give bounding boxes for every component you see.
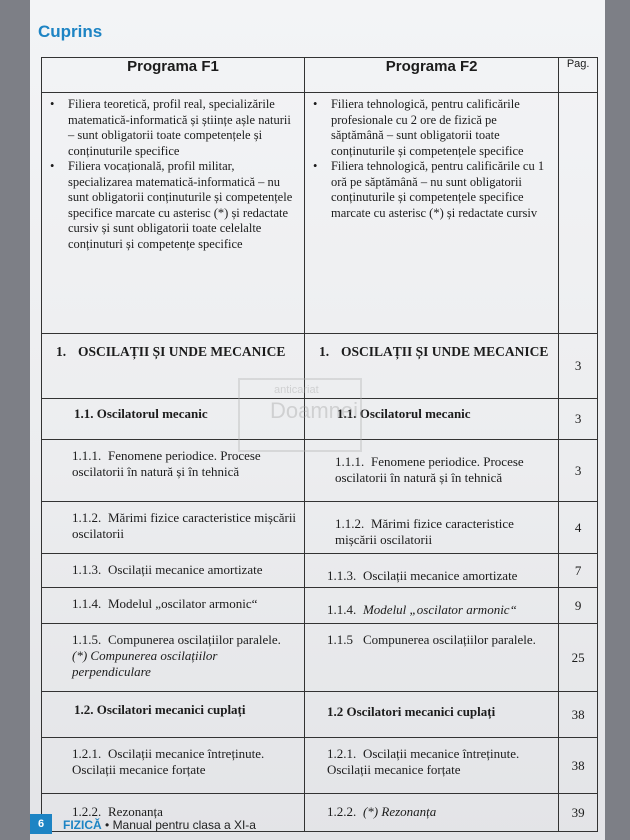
bullet-icon: • (50, 97, 55, 111)
section-title: Cuprins (38, 22, 103, 41)
footer-subtitle: Manual pentru clasa a XI-a (112, 818, 256, 832)
page-number: 3 (559, 440, 598, 502)
f2-entry: 1.1.5 Compunerea oscilațiilor paralele. (304, 624, 558, 692)
f1-entry: 1.2.2. Rezonanța (42, 794, 305, 832)
page-number: 39 (559, 794, 598, 832)
toc-row-1-1-5 (42, 624, 598, 692)
f2-entry: 1.1.2. Mărimi fizice caracteristice mișcării oscilatorii (304, 502, 558, 554)
f1-entry: 1.1.5. Compunerea oscilațiilor paralele. (*) Compunerea oscilațiilor perpendiculare (42, 624, 305, 692)
page-number: 3 (559, 399, 598, 440)
toc-row-1-2-1 (42, 738, 598, 794)
f1-entry: 1. OSCILAȚII ȘI UNDE MECANICE (42, 334, 305, 399)
f1-entry: 1.1.3. Oscilații mecanice amortizate (42, 554, 305, 588)
toc-row-1-1-2 (42, 502, 598, 554)
f2-entry: 1.1. Oscilatorul mecanic (304, 399, 558, 440)
f1-entry: 1.2.1. Oscilații mecanice întreținute. Oscilații mecanice forțate (42, 738, 305, 794)
page-number: 38 (559, 738, 598, 794)
f2-description (304, 93, 558, 334)
f2-entry: 1.1.3. Oscilații mecanice amortizate (304, 554, 558, 588)
f2-bullet: • Filiera tehnologică, pentru calificările cu 1 oră pe săptămână – nu sunt obligatorii conținuturile și competențele specifice marcate cu asterisc (*) și redactate cursiv (312, 159, 545, 220)
f1-entry: 1.1.2. Mărimi fizice caracteristice mișcării oscilatorii (42, 502, 305, 554)
bullet-icon: • (312, 97, 318, 111)
page-number: 4 (559, 502, 598, 554)
pag-empty-cell (559, 93, 598, 334)
watermark-logo: anticariat Doamnei (238, 378, 362, 452)
f2-entry: 1.2 Oscilatori mecanici cuplați (304, 692, 558, 738)
f1-description (42, 93, 305, 334)
f1-entry: 1.1.1. Fenomene periodice. Procese oscilatorii în natură și în tehnică (42, 440, 305, 502)
f2-entry: 1.2.2. (*) Rezonanța (304, 794, 558, 832)
page-number-badge: 6 (30, 814, 52, 834)
toc-row-1-1-4 (42, 588, 598, 624)
footer-subject: FIZICĂ (63, 818, 102, 832)
page-number: 3 (559, 334, 598, 399)
f2-bullet: • Filiera tehnologică, pentru calificările profesionale cu 2 ore de fizică pe săptămână – sunt obligatorii toate conținuturile și competențele specifice (312, 97, 524, 158)
f2-entry: 1. OSCILAȚII ȘI UNDE MECANICE (304, 334, 558, 399)
f1-bullet: • Filiera vocațională, profil militar, specializarea matematică-informatică – nu sunt obligatorii conținuturile și competențele specifice marcate cu asterisc (*) și redactate cursiv și sunt obligatorii toate celelalte conținuturi și competențe specifice (50, 159, 293, 251)
page-number: 38 (559, 692, 598, 738)
bullet-icon: • (312, 159, 318, 173)
program-description-row (42, 93, 598, 334)
page-number: 25 (559, 624, 598, 692)
f1-bullet: • Filiera teoretică, profil real, specializările matematică-informatică și științe așle naturii – sunt obligatorii toate competențele și conținuturile specifice (50, 97, 291, 158)
f2-entry: 1.1.1. Fenomene periodice. Procese oscilatorii în natură și în tehnică (304, 440, 558, 502)
toc-row-1-1-3 (42, 554, 598, 588)
page-number: 9 (559, 588, 598, 624)
header-pag: Pag. (559, 58, 598, 93)
f1-entry: 1.1.4. Modelul „oscilator armonic“ (42, 588, 305, 624)
toc-row-1-2 (42, 692, 598, 738)
page-number: 7 (559, 554, 598, 588)
f1-entry: 1.2. Oscilatori mecanici cuplați (42, 692, 305, 738)
table-header-row (42, 58, 598, 93)
header-f1: Programa F1 (42, 58, 305, 93)
header-f2: Programa F2 (304, 58, 558, 93)
f2-entry: 1.1.4. Modelul „oscilator armonic“ (304, 588, 558, 624)
footer-separator: • (105, 818, 110, 832)
f2-entry: 1.2.1. Oscilații mecanice întreținute. Oscilații mecanice forțate (304, 738, 558, 794)
f1-entry: 1.1. Oscilatorul mecanic (42, 399, 305, 440)
bullet-icon: • (50, 159, 55, 173)
page-footer (63, 818, 256, 832)
